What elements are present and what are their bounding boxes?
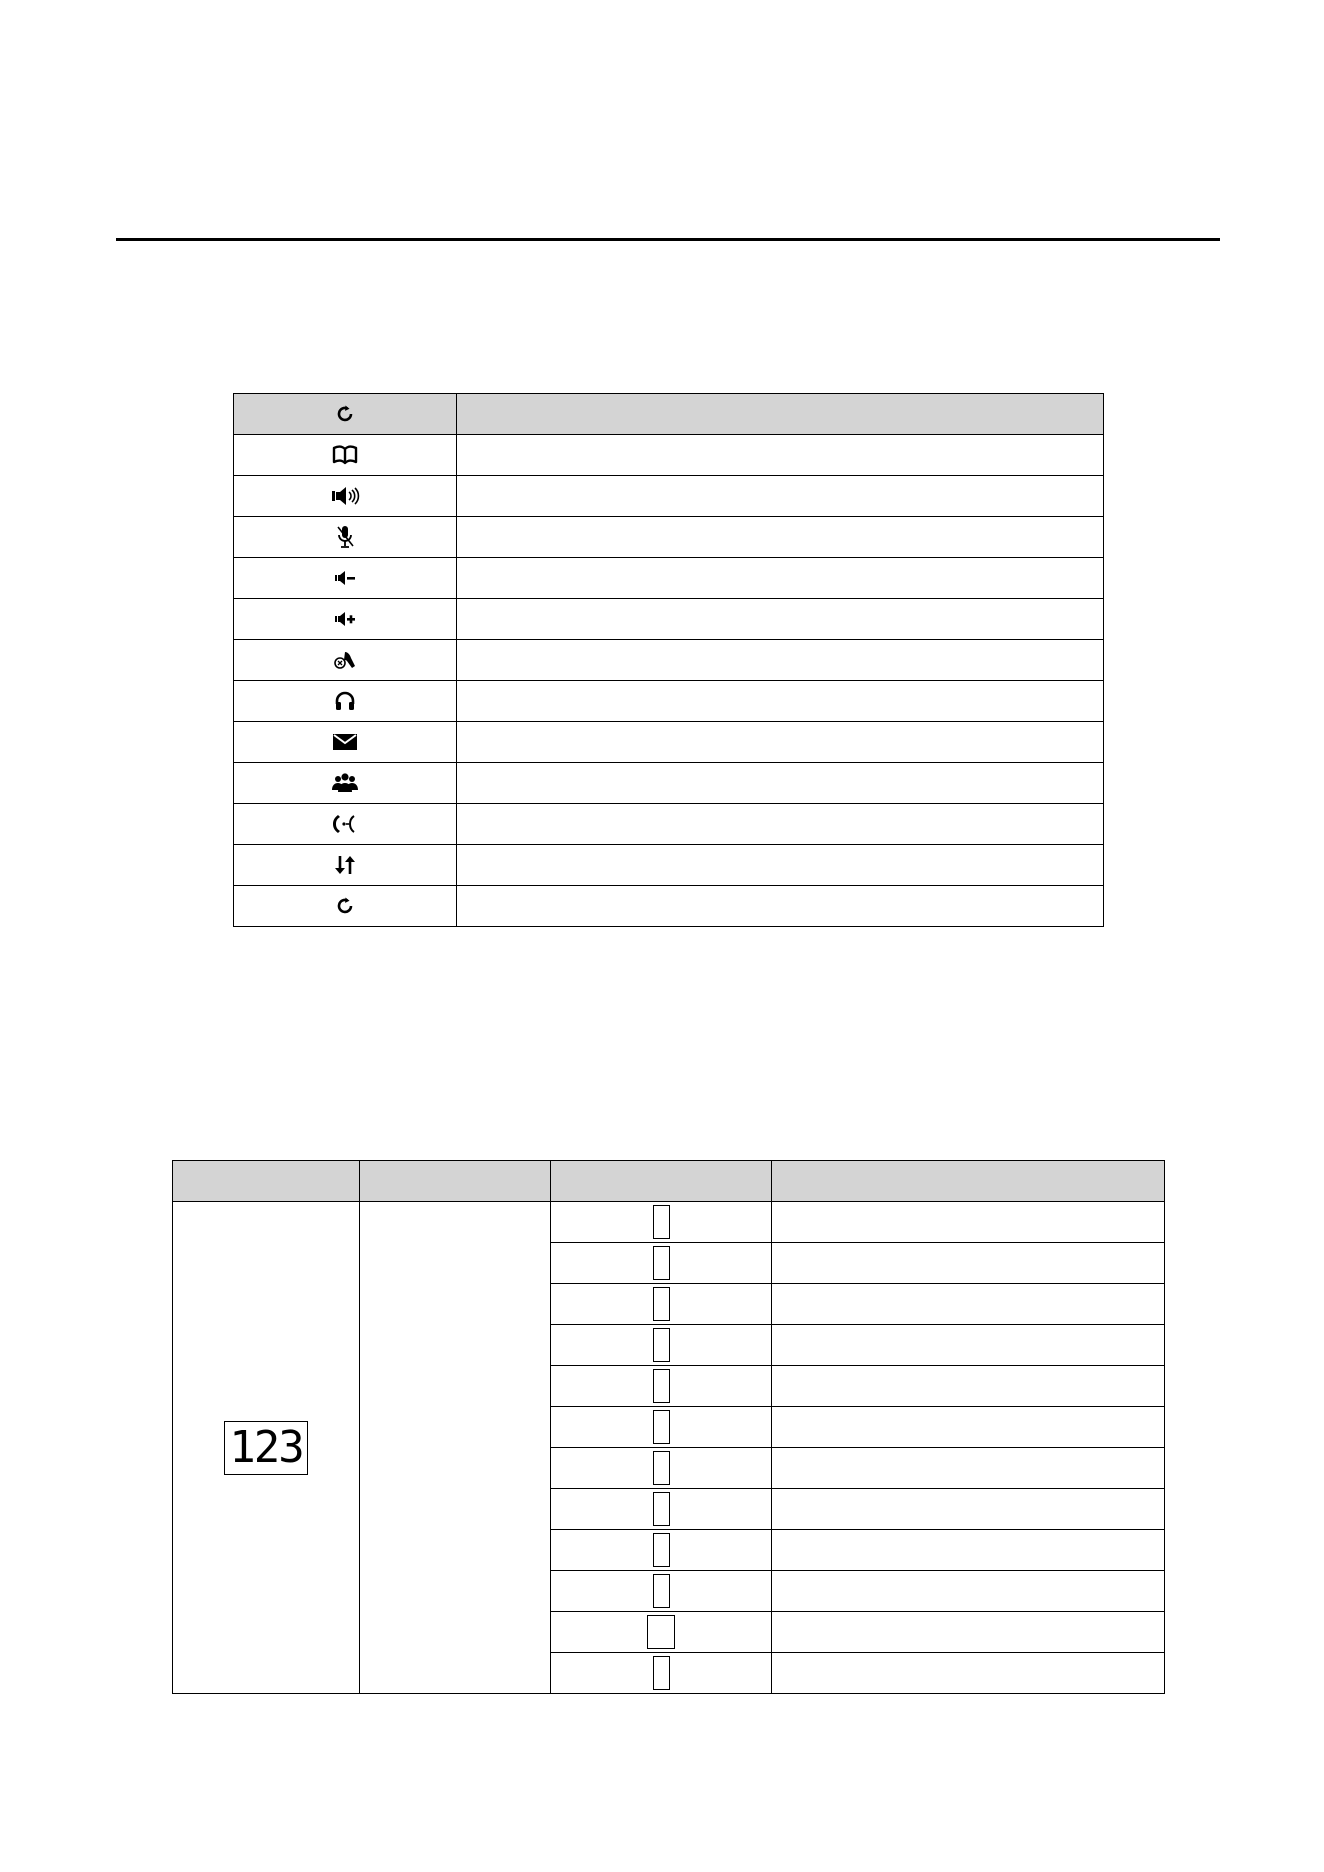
redial-icon xyxy=(330,893,360,919)
key-table-header-cell-1 xyxy=(173,1161,360,1202)
key-result-cell xyxy=(772,1243,1165,1284)
key-icon xyxy=(653,1656,670,1690)
key-icon xyxy=(653,1369,670,1403)
key-cell xyxy=(551,1407,772,1448)
key-result-cell xyxy=(772,1653,1165,1694)
description-cell xyxy=(457,804,1104,845)
icon-table-header-description-cell xyxy=(457,394,1104,435)
key-result-cell xyxy=(772,1448,1165,1489)
key-result-cell xyxy=(772,1366,1165,1407)
description-cell xyxy=(457,886,1104,927)
description-cell xyxy=(457,435,1104,476)
key-cell xyxy=(551,1448,772,1489)
key-result-cell xyxy=(772,1489,1165,1530)
key-icon xyxy=(653,1205,670,1239)
key-result-cell xyxy=(772,1571,1165,1612)
hold-icon xyxy=(330,811,360,837)
key-cell xyxy=(551,1653,772,1694)
key-cell xyxy=(551,1612,772,1653)
key-cell xyxy=(551,1325,772,1366)
mute-microphone-icon xyxy=(330,524,360,550)
headset-icon xyxy=(330,688,360,714)
key-result-cell xyxy=(772,1284,1165,1325)
key-cell xyxy=(551,1366,772,1407)
refresh-icon xyxy=(330,401,360,427)
phonebook-icon xyxy=(330,442,360,468)
key-cell xyxy=(551,1202,772,1243)
message-icon xyxy=(330,729,360,755)
table-row xyxy=(234,681,1104,722)
table-row xyxy=(234,558,1104,599)
numeric-mode-badge: 123 xyxy=(224,1421,307,1475)
key-icon xyxy=(653,1533,670,1567)
key-result-cell xyxy=(772,1407,1165,1448)
table-row xyxy=(173,1202,1165,1243)
icon-table-header-icon-cell xyxy=(234,394,457,435)
key-cell xyxy=(551,1530,772,1571)
conference-icon xyxy=(330,770,360,796)
description-cell xyxy=(457,722,1104,763)
key-result-cell xyxy=(772,1202,1165,1243)
top-horizontal-rule xyxy=(116,238,1220,241)
speakerphone-icon xyxy=(330,483,360,509)
key-cell xyxy=(551,1489,772,1530)
description-cell xyxy=(457,517,1104,558)
key-icon xyxy=(653,1492,670,1526)
table-row xyxy=(234,886,1104,927)
icon-legend-table xyxy=(233,393,1104,927)
transfer-icon xyxy=(330,647,360,673)
description-cell xyxy=(457,558,1104,599)
input-mode-key-table xyxy=(172,1160,1165,1694)
table-row xyxy=(234,763,1104,804)
table-row xyxy=(234,476,1104,517)
table-row xyxy=(234,435,1104,476)
table-row xyxy=(234,804,1104,845)
key-cell xyxy=(551,1243,772,1284)
table-row xyxy=(234,722,1104,763)
description-cell xyxy=(457,599,1104,640)
key-icon xyxy=(653,1328,670,1362)
key-table-header-cell-4 xyxy=(772,1161,1165,1202)
key-icon xyxy=(653,1287,670,1321)
volume-up-icon xyxy=(330,606,360,632)
key-icon xyxy=(653,1246,670,1280)
key-result-cell xyxy=(772,1530,1165,1571)
description-cell xyxy=(457,763,1104,804)
description-cell xyxy=(457,476,1104,517)
key-table-header-cell-3 xyxy=(551,1161,772,1202)
key-icon xyxy=(653,1410,670,1444)
description-cell xyxy=(457,681,1104,722)
key-table-header-cell-2 xyxy=(360,1161,551,1202)
table-row xyxy=(234,517,1104,558)
mode-description-cell xyxy=(360,1202,551,1694)
key-table-header-row xyxy=(173,1161,1165,1202)
key-icon xyxy=(647,1615,675,1649)
key-icon xyxy=(653,1451,670,1485)
icon-table-header-row xyxy=(234,394,1104,435)
key-icon xyxy=(653,1574,670,1608)
mode-cell xyxy=(173,1202,360,1694)
table-row xyxy=(234,845,1104,886)
key-result-cell xyxy=(772,1325,1165,1366)
key-cell xyxy=(551,1284,772,1325)
table-row xyxy=(234,640,1104,681)
description-cell xyxy=(457,845,1104,886)
volume-down-icon xyxy=(330,565,360,591)
key-result-cell xyxy=(772,1612,1165,1653)
key-cell xyxy=(551,1571,772,1612)
table-row xyxy=(234,599,1104,640)
description-cell xyxy=(457,640,1104,681)
up-down-arrows-icon xyxy=(330,852,360,878)
